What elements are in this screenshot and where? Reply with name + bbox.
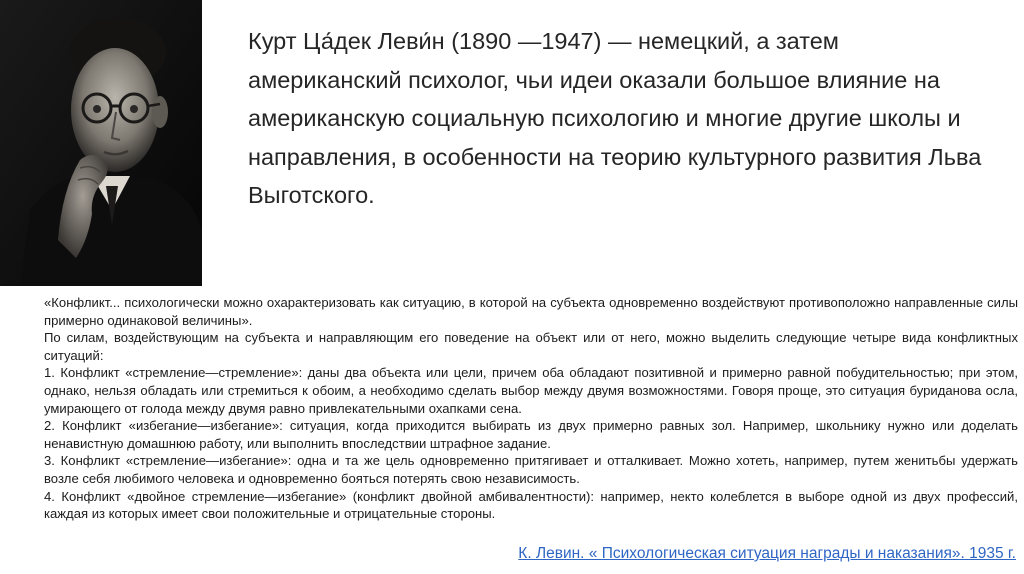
paragraph-conflict-4: 4. Конфликт «двойное стремление—избегание» (конфликт двойной амбивалентности): например, некто колеблется в выборе одной из двух профессий, каждая из которых имеет свои положительные и отрицательные стороны. <box>44 488 1018 522</box>
paragraph-conflict-2: 2. Конфликт «избегание—избегание»: ситуация, когда приходится выбирать из двух примерно равных зол. Например, школьнику нужно или доделать ненавистную домашнюю работу, или выполнить впоследствии штрафное задание. <box>44 418 1018 451</box>
page-heading: Курт Ца́дек Леви́н (1890 —1947) — немецкий, а затем американский психолог, чьи идеи оказали большое влияние на американскую социальную психологию и многие другие школы и направления, в особенности на теорию культурного развития Льва Выготского. <box>248 28 982 208</box>
paragraph-definition: «Конфликт... психологически можно охарактеризовать как ситуацию, в которой на субъекта одновременно воздействуют противоположно направленные силы примерно одинаковой величины». <box>44 295 1018 328</box>
portrait-photo <box>0 0 202 286</box>
quote-body <box>44 294 1018 523</box>
paragraph-conflict-3: 3. Конфликт «стремление—избегание»: одна и та же цель одновременно притягивает и отталкивает. Можно хотеть, например, путем женитьбы удержать возле себя любимого человека и одновременно бояться потерять свою независимость. <box>44 453 1018 486</box>
paragraph-intro: По силам, воздействующим на субъекта и направляющим его поведение на объект или от него, можно выделить следующие четыре вида конфликтных ситуаций: <box>44 330 1018 363</box>
citation-link[interactable]: К. Левин. « Психологическая ситуация награды и наказания». 1935 г. <box>518 545 1016 562</box>
paragraph-conflict-1: 1. Конфликт «стремление—стремление»: даны два объекта или цели, причем оба обладают позитивной и примерно равной побудительностью; при этом, однако, нельзя обладать или стремиться к обоим, а необходимо сделать выбор между двумя возможностями. Говоря проще, это ситуация буриданова осла, умирающего от голода между двумя равно привлекательными охапками сена. <box>44 365 1018 416</box>
